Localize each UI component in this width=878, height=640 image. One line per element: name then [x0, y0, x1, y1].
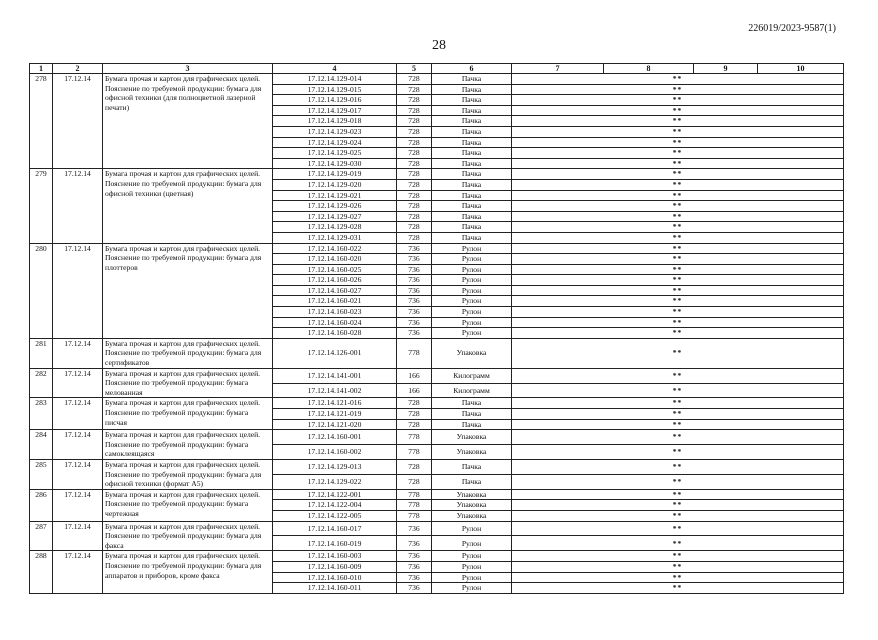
unit-name-cell: Рулон	[432, 307, 512, 318]
unit-name-cell: Упаковка	[432, 445, 512, 460]
unit-name-cell: Рулон	[432, 275, 512, 286]
unit-name-cell: Пачка	[432, 211, 512, 222]
marker-cell: **	[512, 489, 844, 500]
table-row	[30, 398, 844, 409]
column-header: 4	[273, 64, 397, 74]
marker-cell: **	[512, 222, 844, 233]
row-number-cell: 286	[30, 489, 53, 521]
unit-name-cell: Пачка	[432, 95, 512, 106]
table-row	[30, 338, 844, 368]
unit-code-cell: 736	[397, 561, 432, 572]
unit-code-cell: 778	[397, 430, 432, 445]
okpd-code-cell: 17.12.14	[53, 430, 103, 460]
okpd-code-cell: 17.12.14	[53, 169, 103, 243]
unit-code-cell: 778	[397, 338, 432, 368]
unit-code-cell: 778	[397, 445, 432, 460]
unit-code-cell: 728	[397, 474, 432, 489]
ktru-code-cell: 17.12.14.129-013	[273, 459, 397, 474]
marker-cell: **	[512, 317, 844, 328]
unit-name-cell: Пачка	[432, 474, 512, 489]
table-row	[30, 521, 844, 536]
okpd-code-cell: 17.12.14	[53, 368, 103, 398]
marker-cell: **	[512, 307, 844, 318]
marker-cell: **	[512, 398, 844, 409]
ktru-code-cell: 17.12.14.129-030	[273, 158, 397, 169]
ktru-code-cell: 17.12.14.160-028	[273, 328, 397, 339]
ktru-code-cell: 17.12.14.160-026	[273, 275, 397, 286]
marker-cell: **	[512, 328, 844, 339]
ktru-code-cell: 17.12.14.160-020	[273, 254, 397, 265]
unit-name-cell: Пачка	[432, 158, 512, 169]
table-row	[30, 551, 844, 562]
ktru-code-cell: 17.12.14.122-004	[273, 500, 397, 511]
ktru-code-cell: 17.12.14.129-025	[273, 148, 397, 159]
unit-name-cell: Рулон	[432, 561, 512, 572]
unit-name-cell: Пачка	[432, 105, 512, 116]
marker-cell: **	[512, 116, 844, 127]
unit-name-cell: Упаковка	[432, 338, 512, 368]
ktru-code-cell: 17.12.14.121-020	[273, 419, 397, 430]
marker-cell: **	[512, 105, 844, 116]
ktru-code-cell: 17.12.14.141-001	[273, 368, 397, 383]
description-cell: Бумага прочая и картон для графических целей. Пояснение по требуемой продукции: бумага для офисной техники (цветная)	[103, 169, 273, 243]
unit-name-cell: Рулон	[432, 583, 512, 594]
unit-name-cell: Рулон	[432, 243, 512, 254]
ktru-code-cell: 17.12.14.129-014	[273, 74, 397, 85]
ktru-code-cell: 17.12.14.121-019	[273, 409, 397, 420]
ktru-code-cell: 17.12.14.121-016	[273, 398, 397, 409]
unit-code-cell: 736	[397, 521, 432, 536]
row-number-cell: 288	[30, 551, 53, 593]
unit-code-cell: 728	[397, 137, 432, 148]
unit-name-cell: Пачка	[432, 84, 512, 95]
unit-code-cell: 728	[397, 409, 432, 420]
marker-cell: **	[512, 169, 844, 180]
unit-code-cell: 736	[397, 572, 432, 583]
unit-name-cell: Килограмм	[432, 383, 512, 398]
marker-cell: **	[512, 254, 844, 265]
ktru-code-cell: 17.12.14.129-016	[273, 95, 397, 106]
marker-cell: **	[512, 137, 844, 148]
unit-code-cell: 728	[397, 148, 432, 159]
marker-cell: **	[512, 74, 844, 85]
marker-cell: **	[512, 521, 844, 536]
description-cell: Бумага прочая и картон для графических целей. Пояснение по требуемой продукции: бумага для офисной техники (для полноцветной лазерной печати)	[103, 74, 273, 169]
unit-name-cell: Пачка	[432, 169, 512, 180]
description-cell: Бумага прочая и картон для графических целей. Пояснение по требуемой продукции: бумага самоклеящаяся	[103, 430, 273, 460]
unit-code-cell: 736	[397, 243, 432, 254]
unit-code-cell: 736	[397, 264, 432, 275]
unit-name-cell: Рулон	[432, 296, 512, 307]
ktru-code-cell: 17.12.14.160-025	[273, 264, 397, 275]
marker-cell: **	[512, 583, 844, 594]
unit-name-cell: Рулон	[432, 317, 512, 328]
marker-cell: **	[512, 158, 844, 169]
unit-code-cell: 736	[397, 328, 432, 339]
okpd-code-cell: 17.12.14	[53, 459, 103, 489]
column-header: 10	[758, 64, 844, 74]
unit-name-cell: Рулон	[432, 551, 512, 562]
unit-code-cell: 728	[397, 158, 432, 169]
unit-name-cell: Пачка	[432, 116, 512, 127]
ktru-code-cell: 17.12.14.160-011	[273, 583, 397, 594]
ktru-code-cell: 17.12.14.160-001	[273, 430, 397, 445]
row-number-cell: 284	[30, 430, 53, 460]
okpd-code-cell: 17.12.14	[53, 338, 103, 368]
unit-code-cell: 728	[397, 116, 432, 127]
okpd-code-cell: 17.12.14	[53, 398, 103, 430]
ktru-code-cell: 17.12.14.129-019	[273, 169, 397, 180]
unit-code-cell: 728	[397, 211, 432, 222]
unit-name-cell: Пачка	[432, 74, 512, 85]
unit-code-cell: 778	[397, 489, 432, 500]
column-header: 5	[397, 64, 432, 74]
ktru-code-cell: 17.12.14.160-019	[273, 536, 397, 551]
unit-code-cell: 778	[397, 510, 432, 521]
row-number-cell: 281	[30, 338, 53, 368]
ktru-code-cell: 17.12.14.160-021	[273, 296, 397, 307]
marker-cell: **	[512, 179, 844, 190]
marker-cell: **	[512, 232, 844, 243]
ktru-code-cell: 17.12.14.122-001	[273, 489, 397, 500]
unit-code-cell: 728	[397, 190, 432, 201]
description-cell: Бумага прочая и картон для графических целей. Пояснение по требуемой продукции: бумага для офисной техники (формат А5)	[103, 459, 273, 489]
description-cell: Бумага прочая и картон для графических целей. Пояснение по требуемой продукции: бумага чертежная	[103, 489, 273, 521]
row-number-cell: 282	[30, 368, 53, 398]
unit-code-cell: 736	[397, 275, 432, 286]
unit-code-cell: 736	[397, 285, 432, 296]
ktru-code-cell: 17.12.14.129-017	[273, 105, 397, 116]
marker-cell: **	[512, 510, 844, 521]
marker-cell: **	[512, 84, 844, 95]
marker-cell: **	[512, 285, 844, 296]
ktru-code-cell: 17.12.14.129-022	[273, 474, 397, 489]
unit-code-cell: 728	[397, 84, 432, 95]
table-row	[30, 243, 844, 254]
unit-code-cell: 728	[397, 95, 432, 106]
marker-cell: **	[512, 126, 844, 137]
unit-name-cell: Пачка	[432, 148, 512, 159]
marker-cell: **	[512, 409, 844, 420]
unit-code-cell: 166	[397, 368, 432, 383]
marker-cell: **	[512, 419, 844, 430]
unit-code-cell: 728	[397, 232, 432, 243]
row-number-cell: 283	[30, 398, 53, 430]
description-cell: Бумага прочая и картон для графических целей. Пояснение по требуемой продукции: бумага писчая	[103, 398, 273, 430]
unit-name-cell: Упаковка	[432, 489, 512, 500]
row-number-cell: 285	[30, 459, 53, 489]
unit-name-cell: Рулон	[432, 572, 512, 583]
unit-name-cell: Пачка	[432, 398, 512, 409]
unit-name-cell: Пачка	[432, 459, 512, 474]
marker-cell: **	[512, 572, 844, 583]
row-number-cell: 279	[30, 169, 53, 243]
column-header: 1	[30, 64, 53, 74]
unit-code-cell: 736	[397, 254, 432, 265]
description-cell: Бумага прочая и картон для графических целей. Пояснение по требуемой продукции: бумага мелованная	[103, 368, 273, 398]
marker-cell: **	[512, 383, 844, 398]
marker-cell: **	[512, 243, 844, 254]
description-cell: Бумага прочая и картон для графических целей. Пояснение по требуемой продукции: бумага для сертификатов	[103, 338, 273, 368]
ktru-code-cell: 17.12.14.141-002	[273, 383, 397, 398]
header-row	[30, 64, 844, 74]
marker-cell: **	[512, 536, 844, 551]
unit-code-cell: 736	[397, 296, 432, 307]
products-table	[29, 63, 844, 594]
column-header: 6	[432, 64, 512, 74]
unit-code-cell: 166	[397, 383, 432, 398]
description-cell: Бумага прочая и картон для графических целей. Пояснение по требуемой продукции: бумага для аппаратов и приборов, кроме факса	[103, 551, 273, 593]
unit-name-cell: Пачка	[432, 190, 512, 201]
unit-code-cell: 728	[397, 459, 432, 474]
ktru-code-cell: 17.12.14.160-017	[273, 521, 397, 536]
okpd-code-cell: 17.12.14	[53, 243, 103, 338]
unit-code-cell: 728	[397, 201, 432, 212]
description-cell: Бумага прочая и картон для графических целей. Пояснение по требуемой продукции: бумага для плоттеров	[103, 243, 273, 338]
row-number-cell: 280	[30, 243, 53, 338]
ktru-code-cell: 17.12.14.126-001	[273, 338, 397, 368]
column-header: 2	[53, 64, 103, 74]
ktru-code-cell: 17.12.14.160-009	[273, 561, 397, 572]
marker-cell: **	[512, 190, 844, 201]
table-row	[30, 169, 844, 180]
ktru-code-cell: 17.12.14.160-003	[273, 551, 397, 562]
marker-cell: **	[512, 95, 844, 106]
ktru-code-cell: 17.12.14.160-010	[273, 572, 397, 583]
ktru-code-cell: 17.12.14.129-020	[273, 179, 397, 190]
marker-cell: **	[512, 211, 844, 222]
unit-name-cell: Рулон	[432, 264, 512, 275]
marker-cell: **	[512, 148, 844, 159]
unit-code-cell: 736	[397, 317, 432, 328]
row-number-cell: 287	[30, 521, 53, 551]
okpd-code-cell: 17.12.14	[53, 521, 103, 551]
unit-name-cell: Рулон	[432, 285, 512, 296]
unit-name-cell: Упаковка	[432, 510, 512, 521]
ktru-code-cell: 17.12.14.160-022	[273, 243, 397, 254]
unit-code-cell: 728	[397, 398, 432, 409]
marker-cell: **	[512, 500, 844, 511]
marker-cell: **	[512, 474, 844, 489]
table-row	[30, 74, 844, 85]
ktru-code-cell: 17.12.14.160-023	[273, 307, 397, 318]
unit-code-cell: 736	[397, 551, 432, 562]
unit-name-cell: Килограмм	[432, 368, 512, 383]
unit-code-cell: 728	[397, 126, 432, 137]
unit-code-cell: 728	[397, 105, 432, 116]
unit-name-cell: Рулон	[432, 254, 512, 265]
unit-name-cell: Пачка	[432, 419, 512, 430]
unit-code-cell: 736	[397, 307, 432, 318]
table-body	[30, 74, 844, 594]
ktru-code-cell: 17.12.14.160-024	[273, 317, 397, 328]
marker-cell: **	[512, 561, 844, 572]
table-row	[30, 368, 844, 383]
ktru-code-cell: 17.12.14.129-027	[273, 211, 397, 222]
unit-name-cell: Пачка	[432, 201, 512, 212]
unit-code-cell: 728	[397, 74, 432, 85]
unit-code-cell: 728	[397, 419, 432, 430]
column-header: 8	[604, 64, 694, 74]
unit-name-cell: Рулон	[432, 328, 512, 339]
marker-cell: **	[512, 445, 844, 460]
unit-code-cell: 736	[397, 583, 432, 594]
page-number: 28	[432, 38, 446, 53]
marker-cell: **	[512, 430, 844, 445]
unit-code-cell: 728	[397, 222, 432, 233]
marker-cell: **	[512, 551, 844, 562]
document-reference: 226019/2023-9587(1)	[748, 23, 836, 34]
table-row	[30, 489, 844, 500]
unit-name-cell: Пачка	[432, 222, 512, 233]
column-header: 9	[694, 64, 758, 74]
marker-cell: **	[512, 459, 844, 474]
ktru-code-cell: 17.12.14.129-023	[273, 126, 397, 137]
ktru-code-cell: 17.12.14.160-002	[273, 445, 397, 460]
unit-name-cell: Упаковка	[432, 500, 512, 511]
okpd-code-cell: 17.12.14	[53, 489, 103, 521]
okpd-code-cell: 17.12.14	[53, 74, 103, 169]
ktru-code-cell: 17.12.14.129-026	[273, 201, 397, 212]
unit-name-cell: Пачка	[432, 126, 512, 137]
ktru-code-cell: 17.12.14.129-018	[273, 116, 397, 127]
unit-name-cell: Пачка	[432, 179, 512, 190]
unit-name-cell: Упаковка	[432, 430, 512, 445]
ktru-code-cell: 17.12.14.160-027	[273, 285, 397, 296]
unit-code-cell: 778	[397, 500, 432, 511]
marker-cell: **	[512, 368, 844, 383]
okpd-code-cell: 17.12.14	[53, 551, 103, 593]
table-row	[30, 430, 844, 445]
ktru-code-cell: 17.12.14.122-005	[273, 510, 397, 521]
unit-name-cell: Пачка	[432, 409, 512, 420]
unit-code-cell: 736	[397, 536, 432, 551]
ktru-code-cell: 17.12.14.129-024	[273, 137, 397, 148]
marker-cell: **	[512, 338, 844, 368]
column-header: 7	[512, 64, 604, 74]
marker-cell: **	[512, 296, 844, 307]
unit-name-cell: Пачка	[432, 232, 512, 243]
column-header: 3	[103, 64, 273, 74]
ktru-code-cell: 17.12.14.129-031	[273, 232, 397, 243]
unit-name-cell: Пачка	[432, 137, 512, 148]
marker-cell: **	[512, 275, 844, 286]
ktru-code-cell: 17.12.14.129-028	[273, 222, 397, 233]
unit-code-cell: 728	[397, 179, 432, 190]
unit-code-cell: 728	[397, 169, 432, 180]
unit-name-cell: Рулон	[432, 521, 512, 536]
marker-cell: **	[512, 201, 844, 212]
ktru-code-cell: 17.12.14.129-015	[273, 84, 397, 95]
marker-cell: **	[512, 264, 844, 275]
ktru-code-cell: 17.12.14.129-021	[273, 190, 397, 201]
row-number-cell: 278	[30, 74, 53, 169]
unit-name-cell: Рулон	[432, 536, 512, 551]
table-row	[30, 459, 844, 474]
description-cell: Бумага прочая и картон для графических целей. Пояснение по требуемой продукции: бумага для факса	[103, 521, 273, 551]
